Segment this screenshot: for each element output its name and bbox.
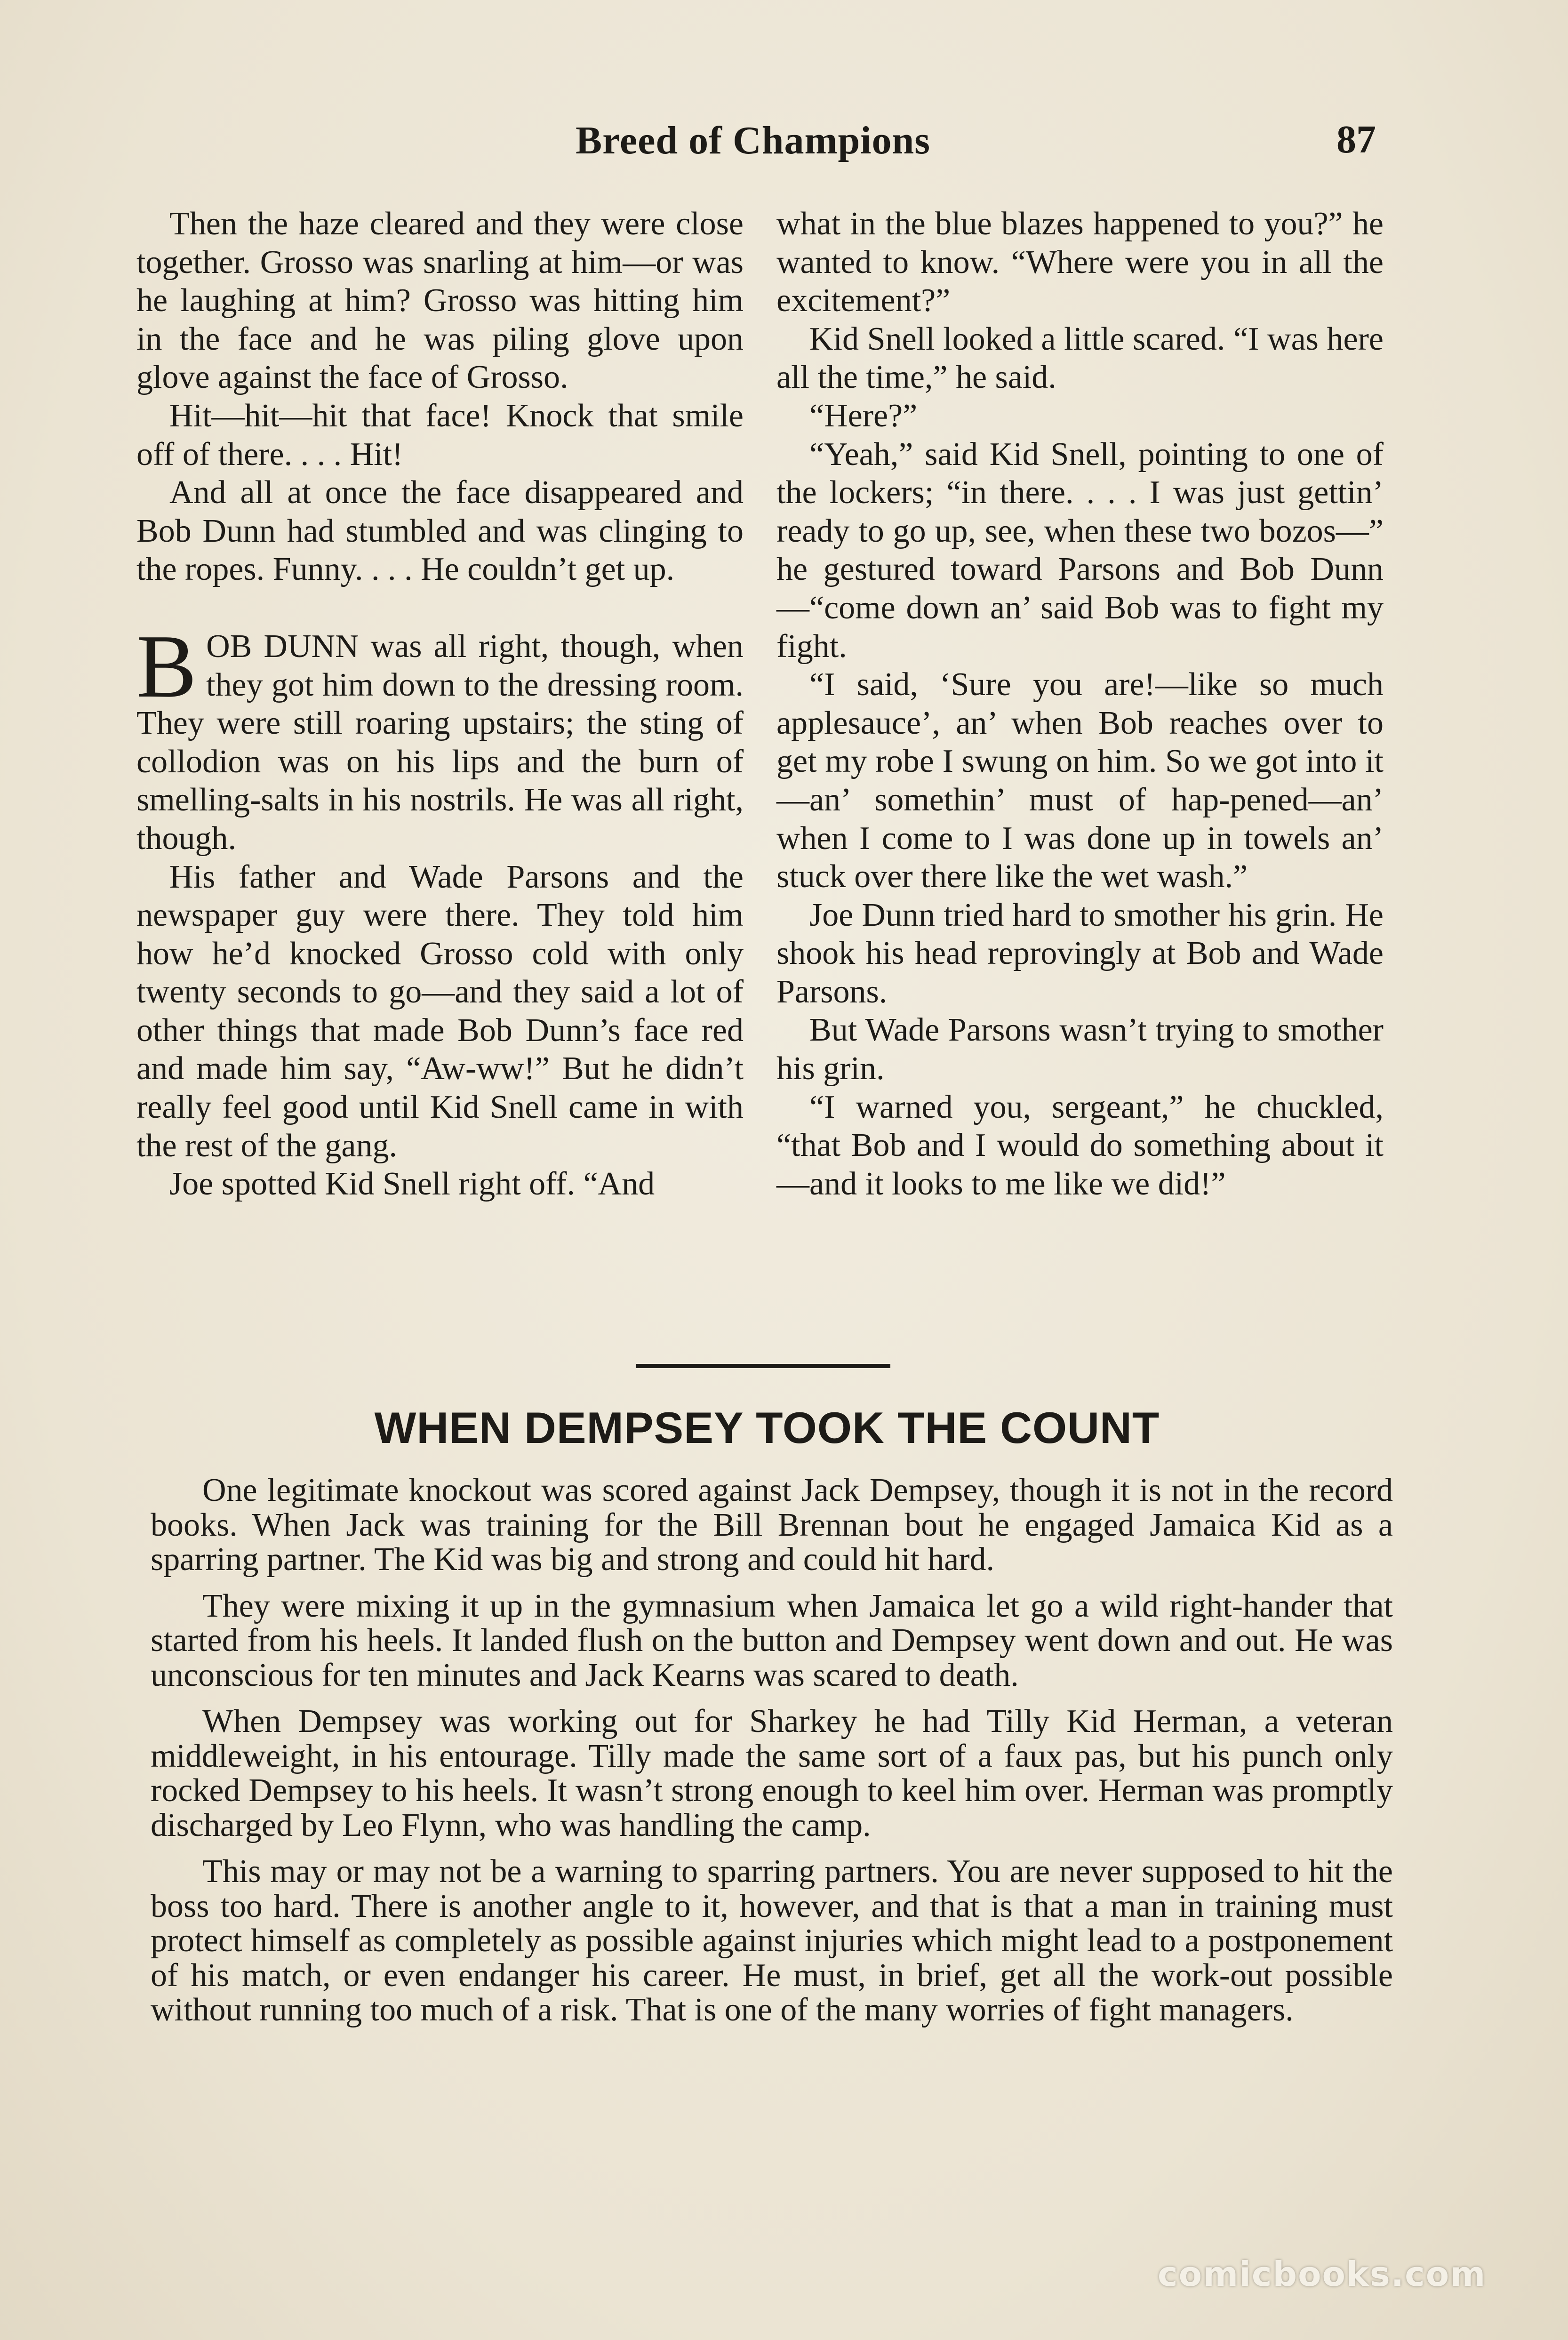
section-break-text: OB DUNN was all right, though, when they got him down to the dressing room. They were still roaring upstairs; the sting of collodion was on his lips and the burn of smelling-salts in his nostrils. He was all right, though. (136, 628, 744, 857)
section-break-paragraph (136, 616, 744, 858)
section-divider (636, 1364, 890, 1368)
story-paragraph: His father and Wade Parsons and the newspaper guy were there. They told him how he’d knocked Grosso cold with only twenty seconds to go—and they said a lot of other things that made Bob Dunn’s face red and made him say, “Aw-ww!” But he didn’t really feel good until Kid Snell came in with the rest of the gang. (136, 858, 744, 1164)
story-paragraph-continued: what in the blue blazes happened to you?” he wanted to know. “Where were you in all the excitement?” (776, 206, 1384, 319)
article-paragraph: This may or may not be a warning to sparring partners. You are never supposed to hit the boss too hard. There is another angle to it, however, and that is that a man in training must protect himself as completely as possible against injuries which might lead to a postponement of his match, or even endanger his career. He must, in brief, get all the work-out possible without running too much of a risk. That is one of the many worries of fight managers. (151, 1853, 1393, 2028)
drop-cap: B (136, 616, 197, 716)
story-paragraph: “Here?” (809, 397, 918, 434)
story-right-column (776, 205, 1384, 1203)
story-paragraph: Kid Snell looked a little scared. “I was here all the time,” he said. (776, 321, 1384, 396)
article-paragraph: One legitimate knockout was scored against Jack Dempsey, though it is not in the record books. When Jack was training for the Bill Brennan bout he engaged Jamaica Kid as a sparring partner. The Kid was big and strong and could hit hard. (151, 1472, 1393, 1578)
story-paragraph: Hit—hit—hit that face! Knock that smile off of there. . . . Hit! (136, 397, 744, 473)
story-paragraph: But Wade Parsons wasn’t trying to smother his grin. (776, 1012, 1384, 1087)
running-head: Breed of Champions (576, 119, 930, 162)
page-number: 87 (1336, 118, 1376, 161)
story-paragraph: Joe Dunn tried hard to smother his grin. He shook his head reprovingly at Bob and Wade Parsons. (776, 897, 1384, 1010)
story-paragraph: “I said, ‘Sure you are!—like so much applesauce’, an’ when Bob reaches over to get my robe I swung on him. So we got into it—an’ somethin’ must of hap-pened—an’ when I come to I was done up in towels an’ stuck over there like the wet wash.” (776, 666, 1384, 895)
watermark: comicbooks.com (1158, 2254, 1487, 2294)
article-paragraph: When Dempsey was working out for Sharkey he had Tilly Kid Herman, a veteran middleweight, in his entourage. Tilly made the same sort of a faux pas, but his punch only rocked Dempsey to his heels. It wasn’t strong enough to keel him over. Herman was promptly discharged by Leo Flynn, who was handling the camp. (151, 1703, 1393, 1843)
article-title: WHEN DEMPSEY TOOK THE COUNT (374, 1403, 1160, 1452)
article-paragraph: They were mixing it up in the gymnasium when Jamaica let go a wild right-hander that started from his heels. It landed flush on the button and Dempsey went down and out. He was unconscious for ten minutes and Jack Kearns was scared to death. (151, 1587, 1393, 1693)
article-body (151, 1473, 1393, 2039)
story-paragraph: “I warned you, sergeant,” he chuckled, “that Bob and I would do something about it—and it looks to me like we did!” (776, 1089, 1384, 1202)
story-paragraph: “Yeah,” said Kid Snell, pointing to one of the lockers; “in there. . . . I was just gettin’ ready to go up, see, when these two bozos—” he gestured toward Parsons and Bob Dunn—“come down an’ said Bob was to fight my fight. (776, 436, 1384, 665)
story-paragraph: And all at once the face disappeared and Bob Dunn had stumbled and was clinging to the ropes. Funny. . . . He couldn’t get up. (136, 474, 744, 588)
story-paragraph: Then the haze cleared and they were close together. Grosso was snarling at him—or was he laughing at him? Grosso was hitting him in the face and he was piling glove upon glove against the face of Grosso. (136, 206, 744, 396)
story-left-column (136, 205, 744, 1203)
story-paragraph: Joe spotted Kid Snell right off. “And (169, 1166, 655, 1202)
